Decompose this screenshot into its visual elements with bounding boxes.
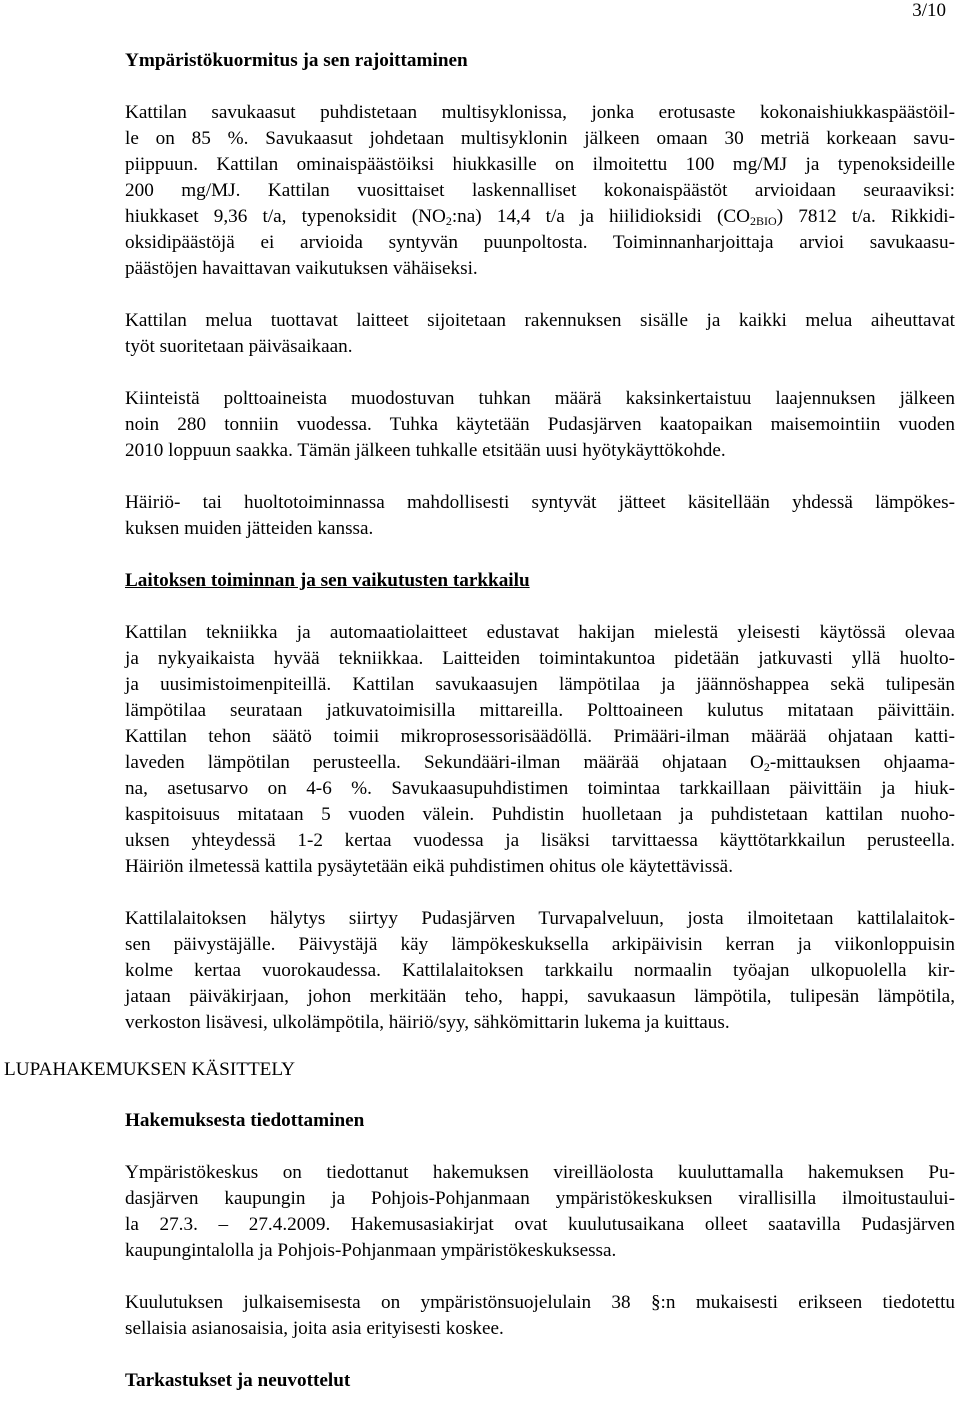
text-line-subscripts [125, 750, 955, 776]
text-line: noin 280 tonniin vuodessa. Tuhka käytetään Pudasjärven kaatopaikan maisemointiin vuoden [125, 414, 955, 435]
text-line: uksen yhteydessä 1-2 kertaa vuodessa ja lisäksi tarvittaessa käyttötarkkailun perusteella. [125, 830, 955, 851]
page-number: 3/10 [912, 0, 946, 21]
text-line: päästöjen havaittavan vaikutuksen vähäiseksi. [125, 258, 478, 279]
section-heading-processing: LUPAHAKEMUKSEN KÄSITTELY [4, 1059, 296, 1080]
text-line: Kattilan tehon säätö toimii mikroprosessorisäädöllä. Primääri-ilman määrää ohjataan katti- [125, 726, 955, 747]
text-line: Kuulutuksen julkaisemisesta on ympäristönsuojelulain 38 §:n mukaisesti erikseen tiedotettu [125, 1292, 955, 1313]
text-segment: :na) 14,4 t/a ja hiilidioksidi (CO [451, 206, 751, 227]
text-line: sellaisia asianosaisia, joita asia erityisesti koskee. [125, 1318, 504, 1339]
subscript: 2 [445, 214, 452, 228]
text-line: sen päivystäjälle. Päivystäjä käy lämpökeskuksella arkipäivisin kerran ja viikonloppuisin [125, 934, 955, 955]
text-line: Häiriön ilmetessä kattila pysäytetään eikä puhdistimen ohitus ole käytettävissä. [125, 856, 733, 877]
text-line: Ympäristökeskus on tiedottanut hakemuksen vireilläolosta kuuluttamalla hakemuksen Pu- [125, 1162, 955, 1183]
paragraph-announcement [125, 1160, 955, 1264]
paragraph-noise [125, 308, 955, 360]
paragraph-notification [125, 1290, 955, 1342]
text-line: lämpötilaa seurataan jatkuvatoimisilla mittareilla. Polttoaineen kulutus mitataan päivittäin. [125, 700, 955, 721]
text-segment: ) 7812 t/a. Rikkidi- [776, 206, 956, 227]
text-line: työt suoritetaan päiväsaikaan. [125, 336, 353, 357]
section-heading-monitoring: Laitoksen toiminnan ja sen vaikutusten tarkkailu [125, 570, 530, 591]
text-line: kolme kertaa vuorokaudessa. Kattilalaitoksen tarkkailu normaalin työajan ulkopuolella kir- [125, 960, 955, 981]
text-line: kuksen muiden jätteiden kanssa. [125, 518, 374, 539]
text-line: kaspitoisuus mitataan 5 vuoden välein. Puhdistin huolletaan ja puhdistetaan kattilan nuoho- [125, 804, 955, 825]
text-segment: laveden lämpötilan perusteella. Sekundääri-ilman määrää ohjataan O [125, 752, 764, 773]
text-line: Kattilalaitoksen hälytys siirtyy Pudasjärven Turvapalveluun, josta ilmoitetaan kattilalaitok- [125, 908, 955, 929]
subscript: 2BIO [750, 214, 777, 228]
text-line: oksidipäästöjä ei arvioida syntyvän puunpoltosta. Toiminnanharjoittaja arvioi savukaasu- [125, 232, 955, 253]
text-line: ja uusimistoimenpiteillä. Kattilan savukaasujen lämpötilaa ja jäännöshappea sekä tulipesän [125, 674, 955, 695]
text-line: ja nykyaikaista hyvää tekniikkaa. Laitteiden toimintakuntoa pidetään jatkuvasti yllä huolto- [125, 648, 955, 669]
paragraph-monitoring [125, 620, 955, 880]
text-line: Kattilan melua tuottavat laitteet sijoitetaan rakennuksen sisälle ja kaikki melua aiheuttavat [125, 310, 955, 331]
paragraph-emissions [125, 100, 955, 282]
text-line: na, asetusarvo on 4-6 %. Savukaasupuhdistimen toimintaa tarkkaillaan päivittäin ja hiuk- [125, 778, 955, 799]
text-segment: hiukkaset 9,36 t/a, typenoksidit (NO [125, 206, 446, 227]
subsection-heading-inspections: Tarkastukset ja neuvottelut [125, 1370, 351, 1391]
text-line: verkoston lisävesi, ulkolämpötila, häiriö/syy, sähkömittarin lukema ja kuittaus. [125, 1012, 730, 1033]
text-line: Kattilan savukaasut puhdistetaan multisyklonissa, jonka erotusaste kokonaishiukkaspäästöil- [125, 102, 955, 123]
text-line: jataan päiväkirjaan, johon merkitään teho, happi, savukaasun lämpötila, tulipesän lämpötila, [125, 986, 955, 1007]
text-line: piippuun. Kattilan ominaispäästöiksi hiukkasille on ilmoitettu 100 mg/MJ ja typenoksideille [125, 154, 955, 175]
paragraph-alarms [125, 906, 955, 1036]
text-line-subscripts [125, 204, 955, 230]
paragraph-waste [125, 490, 955, 542]
text-line: la 27.3. – 27.4.2009. Hakemusasiakirjat ovat kuulutusaikana olleet saatavilla Pudasjärven [125, 1214, 955, 1235]
text-line: 2010 loppuun saakka. Tämän jälkeen tuhkalle etsitään uusi hyötykäyttökohde. [125, 440, 726, 461]
text-line: kaupungintalolla ja Pohjois-Pohjanmaan ympäristökeskuksessa. [125, 1240, 617, 1261]
text-line: Häiriö- tai huoltotoiminnassa mahdollisesti syntyvät jätteet käsitellään yhdessä lämpökes- [125, 492, 955, 513]
text-line: 200 mg/MJ. Kattilan vuosittaiset laskennalliset kokonaispäästöt arvioidaan seuraaviksi: [125, 180, 955, 201]
text-line: Kattilan tekniikka ja automaatiolaitteet edustavat hakijan mielestä yleisesti käytössä olevaa [125, 622, 955, 643]
text-line: dasjärven kaupungin ja Pohjois-Pohjanmaan ympäristökeskuksen virallisilla ilmoitustaului- [125, 1188, 955, 1209]
text-segment: -mittauksen ohjaama- [769, 752, 955, 773]
text-line: le on 85 %. Savukaasut johdetaan multisyklonin jälkeen omaan 30 metriä korkeaan savu- [125, 128, 955, 149]
paragraph-ash [125, 386, 955, 464]
main-content [125, 48, 955, 1062]
subscript: 2 [763, 760, 770, 774]
lower-content [125, 1108, 955, 1420]
text-line: Kiinteistä polttoaineista muodostuvan tuhkan määrä kaksinkertaistuu laajennuksen jälkeen [125, 388, 955, 409]
section-heading-emissions: Ympäristökuormitus ja sen rajoittaminen [125, 50, 468, 71]
subsection-heading-announcement: Hakemuksesta tiedottaminen [125, 1110, 365, 1131]
